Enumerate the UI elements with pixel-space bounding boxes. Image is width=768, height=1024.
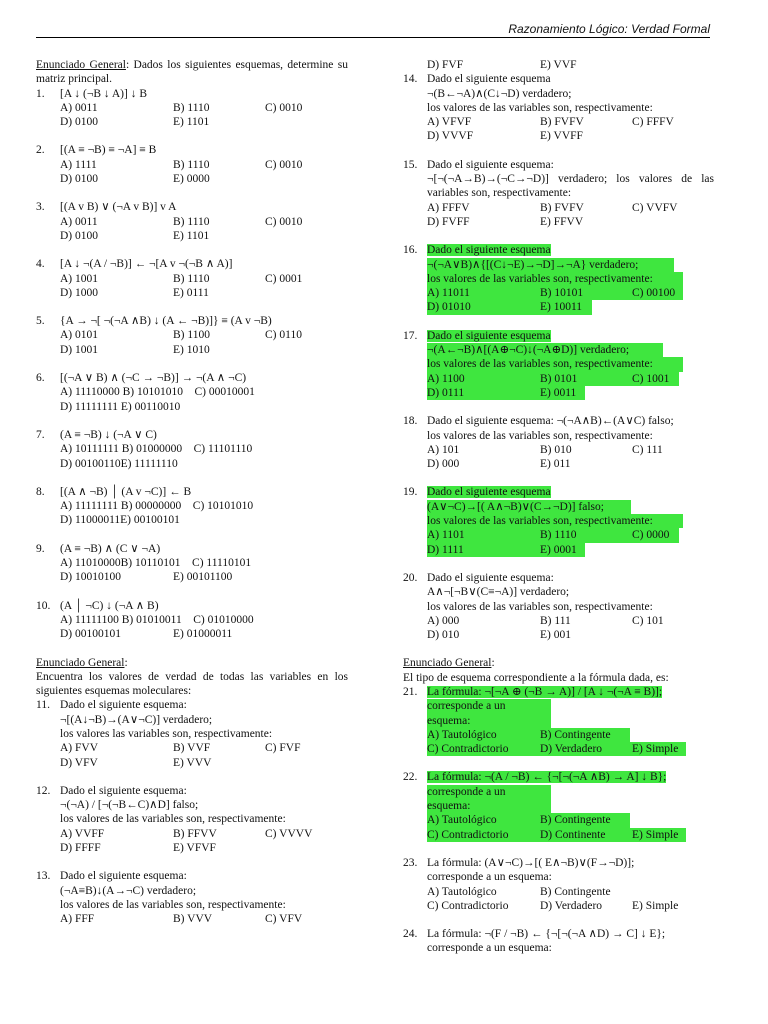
question-19: 19. Dado el siguiente esquema: [403, 486, 551, 499]
question-9-options: A) 11010000B) 10110101 C) 11110101: [60, 557, 252, 570]
question-17-options: A) 1100 B) 0101 C) 1001: [403, 372, 714, 386]
question-10-options: A) 11111100 B) 01010011 C) 01010000: [60, 613, 254, 626]
question-18: 18. Dado el siguiente esquema: ¬(¬A∧B)←(A∨C) falso;: [403, 415, 674, 428]
question-2-options: A) 1111 B) 1110 C) 0010: [60, 158, 303, 171]
enunciado-general-3: Enunciado General:: [403, 657, 495, 670]
question-8: 8. [(A ∧ ¬B) │ (A v ¬C)] ← B: [36, 485, 192, 498]
enunciado-general-1: Enunciado General: Dados los siguientes esquemas, determine su matriz principal.: [36, 59, 348, 86]
question-12-options: A) VVFF B) FFVV C) VVVV: [60, 827, 313, 840]
question-16: 16. Dado el siguiente esquema: [403, 244, 551, 257]
question-5-options: A) 0101 B) 1100 C) 0110: [60, 329, 302, 342]
question-13-options-continued: D) FVF E) VVF: [427, 59, 577, 71]
question-22-options: A) Tautológico B) Contingente: [403, 813, 714, 827]
question-4-options: A) 1001 B) 1110 C) 0001: [60, 272, 303, 285]
question-20-options: A) 000 B) 111 C) 101: [427, 614, 664, 627]
question-21-options: A) Tautológico B) Contingente: [403, 728, 714, 742]
question-20: 20. Dado el siguiente esquema:: [403, 571, 554, 584]
question-18-options: A) 101 B) 010 C) 111: [427, 443, 663, 456]
question-1: 1. [A ↓ (¬B ↓ A)] ↓ B: [36, 87, 147, 100]
question-10: 10. (A │ ¬C) ↓ (¬A ∧ B): [36, 599, 159, 612]
page-header: Razonamiento Lógico: Verdad Formal: [36, 22, 710, 38]
question-7: 7. (A ≡ ¬B) ↓ (¬A ∨ C): [36, 428, 157, 441]
right-column: D) FVF E) VVF 14. Dado el siguiente esquema ¬(B←¬A)∧(C↓¬D) verdadero; los valores de las variables son, respectivamente: A) VFVF B) FVFV C) FFFV D) VVVF E) VVFF 15. Dado el siguiente esquema: ¬[¬(¬A→B)→(¬C→¬D)] verdadero; los valores de las variables son, respectivamente: A) FFFV B) FVFV C) VVFV D) FVFF E) FFVV 16. Dado el siguiente esquema ¬(¬A∨B)∧{[(C↓¬E)→¬D]→¬A} verdadero; los valores de las variables son, respectivamente: A) 11011 B) 10101 C) 00100 D) 01010 E) 10011 17. Dado el siguiente esquema ¬(A←¬B)∧[(A⊕¬C)↓(¬A⊕D)] verdadero; los valores de las variables son, respectivamente: A) 1100 B) 0101 C) 1001 D) 0111 E) 0011 18. Dado el siguiente esquema: ¬(¬A∧B)←(A∨C) falso; los valores de las variables son, respectivamente: A) 101 B) 010 C) 111 D) 000 E) 011 19. Dado el siguiente esquema (A∨¬C)→[( A∧¬B)∨(C→¬D)] falso; los valores de las variables son, respectivamente: A) 1101 B) 1110 C) 0000 D) 1111 E) 0001 20. Dado el siguiente esquema: A∧¬[¬B∨(C≡¬A)] verdadero; los valores de las variables son, respectivamente: A) 000 B) 111 C) 101 D) 010 E) 001 Enunciado General: El tipo de esquema correspondiente a la fórmula dada, es: 21. La fórmula: ¬[¬A ⊕ (¬B → A)] / [A ↓ ¬(¬A ≡ B)]; corresponde a un esquema: A) Tautológico B) Contingente C) Contradictorio D) Verdadero E) Simple 22. La fórmula: ¬(A / ¬B) ← {¬[¬(¬A ∧B) → A] ↓ B}; corresponde a un esquema: A) Tautológico B) Contingente C) Contradictorio D) Continente E) Simple 23. La fórmula: (A∨¬C)→[( E∧¬B)∨(F→¬D)]; corresponde a un esquema: A) Tautológico B) Contingente C) Contradictorio D) Verdadero E) Simple 24. La fórmula: ¬(F / ¬B) ← {¬[¬(¬A ∧D) → C] ↓ E}; corresponde a un esquema:: [403, 59, 714, 955]
question-1-options: A) 0011 B) 1110 C) 0010: [60, 101, 303, 114]
question-11-options: A) FVV B) VVF C) FVF: [60, 742, 301, 755]
question-6-options: A) 11110000 B) 10101010 C) 00010001: [60, 386, 255, 399]
question-23: 23. La fórmula: (A∨¬C)→[( E∧¬B)∨(F→¬D)];: [403, 856, 635, 869]
question-13: 13. Dado el siguiente esquema:: [36, 870, 187, 883]
question-14: 14. Dado el siguiente esquema: [403, 73, 551, 86]
question-13-options: A) FFF B) VVV C) VFV: [60, 913, 303, 926]
question-3-options: A) 0011 B) 1110 C) 0010: [60, 215, 303, 228]
question-9: 9. (A ≡ ¬B) ∧ (C ∨ ¬A): [36, 542, 161, 555]
question-2: 2. [(A ≡ ¬B) ≡ ¬A] ≡ B: [36, 144, 157, 157]
question-12: 12. Dado el siguiente esquema:: [36, 784, 187, 797]
question-15-options: A) FFFV B) FVFV C) VVFV: [427, 201, 678, 214]
question-11: 11. Dado el siguiente esquema:: [36, 699, 187, 712]
question-23-options: A) Tautológico B) Contingente: [427, 885, 611, 898]
left-column: Enunciado General: Dados los siguientes esquemas, determine su matriz principal. 1. [A ↓ (¬B ↓ A)] ↓ B A) 0011 B) 1110 C) 0010 D) 0100 E) 1101 2. [(A ≡ ¬B) ≡ ¬A] ≡ B A) 1111 B) 1110 C) 0010 D) 0100 E) 0000 3. [(A v B) ∨ (¬A v B)] v A A) 0011 B) 1110 C) 0010 D) 0100 E) 1101 4. [A ↓ ¬(A / ¬B)] ← ¬[A v ¬(¬B ∧ A)] A) 1001 B) 1110 C) 0001 D) 1000 E) 0111 5. {A → ¬[ ¬(¬A ∧B) ↓ (A ← ¬B)]} ≡ (A v ¬B) A) 0101 B) 1100 C) 0110 D) 1001 E) 1010 6. [(¬A ∨ B) ∧ (¬C → ¬B)] → ¬(A ∧ ¬C) A) 11110000 B) 10101010 C) 00010001 D) 11111111 E) 00110010 7. (A ≡ ¬B) ↓ (¬A ∨ C) A) 10111111 B) 01000000 C) 11101110 D) 00100110E) 11111110 8. [(A ∧ ¬B) │ (A v ¬C)] ← B A) 11111111 B) 00000000 C) 10101010 D) 11000011E) 00100101 9. (A ≡ ¬B) ∧ (C ∨ ¬A) A) 11010000B) 10110101 C) 11110101 D) 10010100 E) 00101100 10. (A │ ¬C) ↓ (¬A ∧ B) A) 11111100 B) 01010011 C) 01010000 D) 00100101 E) 01000011 Enunciado General: Encuentra los valores de verdad de todas las variables en los siguientes esquemas moleculares: 11. Dado el siguiente esquema: ¬[(A↓¬B)→(A∨¬C)] verdadero; los valores las variables son, respectivamente: A) FVV B) VVF C) FVF D) VFV E) VVV 12. Dado el siguiente esquema: ¬(¬A) / [¬(¬B←C)∧D] falso; los valores de las variables son, respectivamente: A) VVFF B) FFVV C) VVVV D) FFFF E) VFVF 13. Dado el siguiente esquema: (¬A≡B)↓(A→¬C) verdadero; los valores de las variables son, respectivamente: A) FFF B) VVV C) VFV: [36, 59, 348, 926]
question-21: 21. La fórmula: ¬[¬A ⊕ (¬B → A)] / [A ↓ ¬(¬A ≡ B)];: [403, 685, 663, 698]
question-19-options: A) 1101 B) 1110 C) 0000: [403, 528, 714, 542]
highlight: Dado el siguiente esquema: [427, 244, 551, 257]
question-3: 3. [(A v B) ∨ (¬A v B)] v A: [36, 201, 177, 214]
question-17: 17. Dado el siguiente esquema: [403, 329, 551, 342]
question-24: 24. La fórmula: ¬(F / ¬B) ← {¬[¬(¬A ∧D) → C] ↓ E};: [403, 928, 666, 941]
question-14-options: A) VFVF B) FVFV C) FFFV: [427, 116, 674, 129]
question-4: 4. [A ↓ ¬(A / ¬B)] ← ¬[A v ¬(¬B ∧ A)]: [36, 258, 233, 271]
question-16-options: A) 11011 B) 10101 C) 00100: [403, 286, 714, 300]
question-7-options: A) 10111111 B) 01000000 C) 11101110: [60, 443, 253, 456]
question-22: 22. La fórmula: ¬(A / ¬B) ← {¬[¬(¬A ∧B) → A] ↓ B};: [403, 771, 667, 784]
question-15: 15. Dado el siguiente esquema:: [403, 158, 554, 171]
question-8-options: A) 11111111 B) 00000000 C) 10101010: [60, 500, 254, 513]
enunciado-general-2: Enunciado General:: [36, 656, 128, 669]
question-6: 6. [(¬A ∨ B) ∧ (¬C → ¬B)] → ¬(A ∧ ¬C): [36, 372, 247, 385]
question-5: 5. {A → ¬[ ¬(¬A ∧B) ↓ (A ← ¬B)]} ≡ (A v ¬B): [36, 315, 272, 328]
